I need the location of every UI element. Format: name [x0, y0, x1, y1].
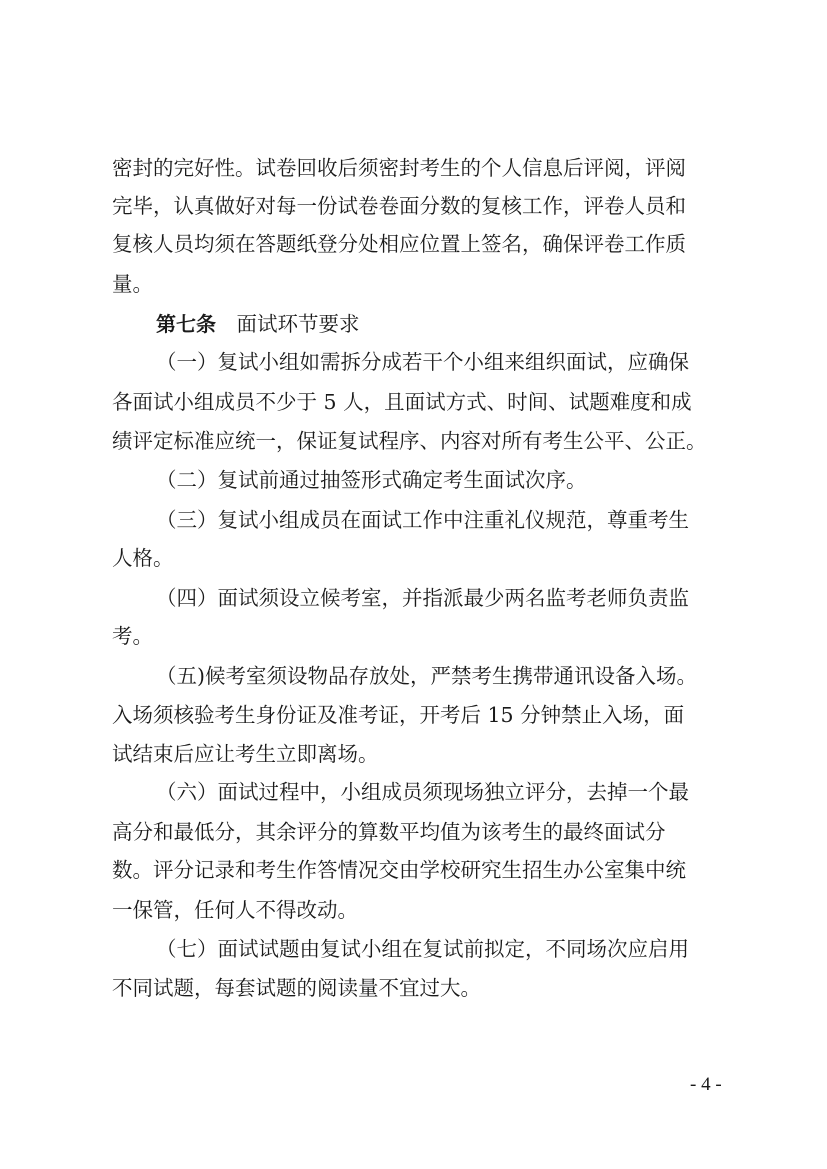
paragraph-line: 量。	[112, 272, 153, 296]
paragraph-line: 复核人员均须在答题纸登分处相应位置上签名，确保评卷工作质	[112, 232, 686, 256]
paragraph-line: 不同试题，每套试题的阅读量不宜过大。	[112, 976, 481, 1000]
paragraph-line: 试结束后应让考生立即离场。	[112, 742, 379, 766]
paragraph-line: （一）复试小组如需拆分成若干个小组来组织面试，应确保	[156, 350, 689, 374]
paragraph-line: （五)候考室须设物品存放处，严禁考生携带通讯设备入场。	[156, 664, 697, 688]
paragraph-line: 一保管，任何人不得改动。	[112, 898, 358, 922]
paragraph-line: 高分和最低分，其余评分的算数平均值为该考生的最终面试分	[112, 820, 666, 844]
paragraph-line: 密封的完好性。试卷回收后须密封考生的个人信息后评阅，评阅	[112, 156, 686, 180]
paragraph-line: （四）面试须设立候考室，并指派最少两名监考老师负责监	[156, 586, 689, 610]
paragraph-line: 完毕，认真做好对每一份试卷卷面分数的复核工作，评卷人员和	[112, 194, 686, 218]
paragraph-line: （三）复试小组成员在面试工作中注重礼仪规范，尊重考生	[156, 508, 689, 532]
paragraph-line: （二）复试前通过抽签形式确定考生面试次序。	[156, 468, 587, 492]
paragraph-line: 考。	[112, 624, 153, 648]
paragraph-line: 数。评分记录和考生作答情况交由学校研究生招生办公室集中统	[112, 858, 686, 882]
paragraph-line: 各面试小组成员不少于 5 人，且面试方式、时间、试题难度和成	[112, 390, 692, 414]
article-title: 面试环节要求	[236, 312, 360, 336]
paragraph-line: 绩评定标准应统一，保证复试程序、内容对所有考生公平、公正。	[112, 429, 707, 453]
page-number: - 4 -	[690, 1074, 722, 1095]
article-number: 第七条	[156, 312, 216, 336]
paragraph-line: 人格。	[112, 546, 174, 570]
article-heading	[156, 312, 360, 336]
paragraph-line: （七）面试试题由复试小组在复试前拟定，不同场次应启用	[156, 937, 689, 961]
paragraph-line: （六）面试过程中，小组成员须现场独立评分，去掉一个最	[156, 780, 689, 804]
paragraph-line: 入场须核验考生身份证及准考证，开考后 15 分钟禁止入场，面	[112, 703, 685, 727]
